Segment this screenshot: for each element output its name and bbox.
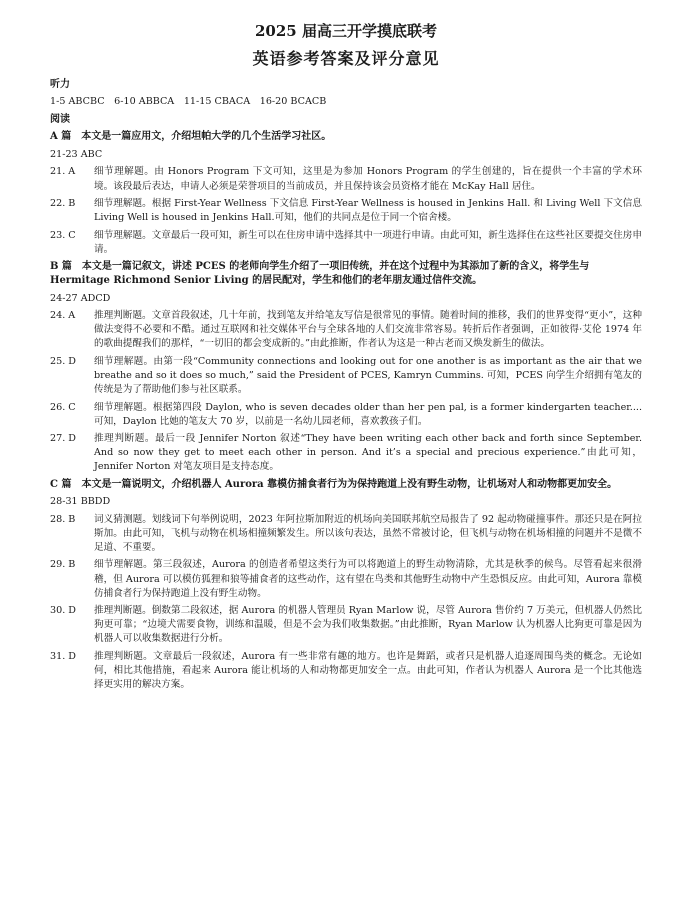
listening-answers: 1-5 ABCBC 6-10 ABBCA 11-15 CBACA 16-20 BCACB [50,96,327,108]
question-number: 30. D [50,605,76,617]
exam-title: 2025 届高三开学摸底联考 [255,22,437,40]
section-b-heading: B 篇 本文是一篇记叙文，讲述 PCES 的老师向学生介绍了一项旧传统，并在这个过程中为其添加了新的含义，将学生与 Hermitage Richmond Senior Living 的居民配对，学生和他们的老年朋友通过信件交流。 [50,261,590,287]
question-23 [50,229,642,257]
question-22 [50,197,642,225]
question-number: 27. D [50,433,76,445]
question-number: 29. B [50,559,76,571]
question-explanation: 细节理解题。根据 First-Year Wellness 下文信息 First-Year Wellness is housed in Jenkins Hall. 和 Living Well 下文信息 Living Well is housed in Jenkins Hall.可知，他们的共同点是位于同一个宿舍楼。 [94,198,642,224]
question-29 [50,558,642,600]
question-number: 25. D [50,355,76,367]
question-number: 28. B [50,513,76,525]
question-28 [50,513,642,555]
question-explanation: 细节理解题。第三段叙述，Aurora 的创造者希望这类行为可以将跑道上的野生动物清除，尤其是秋季的候鸟。尽管看起来很滑稽，但 Aurora 可以模仿狐狸和狼等捕食者的这些动作，这有望在鸟类和其他野生动物中产生恐惧反应。由此可知，Aurora 靠模仿捕食者行为保持跑道上没有野生动物。 [94,559,642,599]
question-explanation: 细节理解题。由第一段“Community connections and looking out for one another is as important as the air that we breathe and so it does so much,” said the President of PCES, Kamryn Cummins. 可知，PCES 向学生介绍拥有笔友的传统是为了帮助他们参与社区联系。 [94,355,642,396]
question-explanation: 细节理解题。根据第四段 Daylon, who is seven decades older than her pen pal, is a former kindergarten teacher....可知，Daylon 比她的笔友大 70 岁，以前是一名幼儿园老师，喜欢教孩子们。 [94,401,642,427]
question-25 [50,355,642,397]
question-explanation: 推理判断题。文章首段叙述，几十年前，找到笔友并给笔友写信是很常见的事情。随着时间的推移，我们的世界变得“更小”，这种做法变得不必要和不酷。通过互联网和社交媒体平台与全球各地的人们交流非常容易。转折后作者强调，正如彼得·艾伦 1974 年的歌曲提醒我们的那样，“一切旧的都会变成新的。”由此推断，作者认为这是一种古老而又焕发新生的做法。 [94,310,642,350]
listening-heading: 听力 [50,79,70,90]
question-number: 23. C [50,229,76,241]
question-30 [50,604,642,646]
reading-heading: 阅读 [50,113,70,125]
question-number: 22. B [50,198,76,209]
question-explanation: 细节理解题。由 Honors Program 下文可知，这里是为参加 Honors Program 的学生创建的，旨在提供一个丰富的学术环境。该段最后表达，申请人必须是荣誉项目的当前成员，并且保持该会员资格才能在 McKay Hall 居住。 [94,166,642,192]
question-21 [50,165,642,193]
question-explanation: 推理判断题。最后一段 Jennifer Norton 叙述“They have been writing each other back and forth since September. And so now they get to meet each other in person. And it’s a special and precious experience.”由此可知，Jennifer Norton 对笔友项目是支持态度。 [94,433,642,473]
section-b-answers: 24-27 ADCD [50,292,111,304]
question-number: 26. C [50,401,76,413]
question-explanation: 推理判断题。倒数第二段叙述，据 Aurora 的机器人管理员 Ryan Marlow 说，尽管 Aurora 售价约 7 万美元，但机器人仍然比狗更可靠；“边境犬需要食物，训练和温暖，但是不会为我们收集数据。”由此推断，Ryan Marlow 认为机器人比狗更可靠是因为机器人可以收集数据进行分析。 [94,605,642,645]
question-26 [50,401,642,429]
answer-key-subtitle: 英语参考答案及评分意见 [252,49,440,68]
question-number: 31. D [50,650,76,662]
question-explanation: 推理判断题。文章最后一段叙述，Aurora 有一些非常有趣的地方。也许是舞蹈，或者只是机器人追逐周围鸟类的概念。无论如何，相比其他措施，看起来 Aurora 能让机场的人和动物都更加安全一点。由此可知，作者认为机器人 Aurora 是一个比其他选择更实用的解决方案。 [94,650,642,690]
question-explanation: 词义猜测题。划线词下句举例说明，2023 年阿拉斯加附近的机场向美国联邦航空局报告了 92 起动物碰撞事件。那还只是在阿拉斯加。由此可知，飞机与动物在机场相撞频繁发生。所以该句表达，虽然不常被讨论，但飞机与动物在机场相撞的问题并不是微不足道、不重要。 [94,513,642,553]
question-24 [50,309,642,351]
section-c-answers: 28-31 BBDD [50,496,111,508]
section-a-heading: A 篇 本文是一篇应用文，介绍坦帕大学的几个生活学习社区。 [50,131,332,143]
question-number: 24. A [50,310,76,322]
section-c-heading: C 篇 本文是一篇说明文，介绍机器人 Aurora 靠模仿捕食者行为为保持跑道上没有野生动物，让机场对人和动物都更加安全。 [50,478,618,490]
question-explanation: 细节理解题。文章最后一段可知，新生可以在住房申请中选择其中一项进行申请。由此可知，新生选择住在这些社区要提交住房申请。 [94,229,642,255]
section-a-answers: 21-23 ABC [50,148,103,160]
question-27 [50,432,642,474]
question-number: 21. A [50,166,76,178]
question-31 [50,650,642,692]
